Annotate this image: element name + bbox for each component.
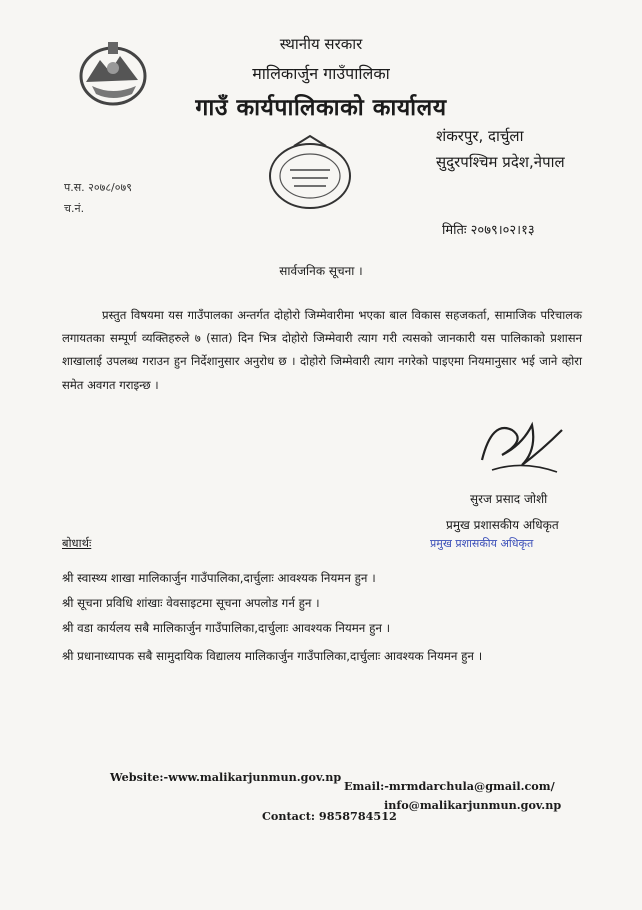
- cc-item: श्री प्रधानाध्यापक सबै सामुदायिक विद्यालय मालिकार्जुन गाउँपालिका,दार्चुलाः आवश्यक नियमन हुन ।: [62, 649, 483, 663]
- signature-icon: [472, 410, 572, 480]
- notice-body: प्रस्तुत विषयमा यस गाउँपालका अन्तर्गत दोहोरो जिम्मेवारीमा भएका बाल विकास सहजकर्ता, सामाजिक परिचालक लगायतका सम्पूर्ण व्यक्तिहरुले ७ (सात) दिन भित्र दोहोरो जिम्मेवारी त्याग गरी त्यसको जानकारी यस पालिकाको प्रशासन शाखालाई उपलब्ध गराउन हुन निर्देशानुसार अनुरोध छ । दोहोरो जिम्मेवारी त्याग नगरेको पाइएमा नियमानुसार भई जाने व्होरा समेत अवगत गराइन्छ ।: [62, 308, 582, 392]
- header-line2: मालिकार्जुन गाउँपालिका: [252, 64, 390, 83]
- cc-item: श्री सूचना प्रविधि शांखाः वेवसाइटमा सूचना अपलोड गर्न हुन ।: [62, 596, 320, 610]
- signatory-name: सुरज प्रसाद जोशी: [470, 492, 548, 506]
- dispatch-number: च.नं.: [64, 202, 85, 215]
- address-line1: शंकरपुर, दार्चुला: [436, 127, 524, 145]
- footer-contact: Contact: 9858784512: [262, 809, 397, 823]
- office-stamp-icon: [264, 132, 356, 214]
- cc-heading: बोधार्थः: [62, 536, 92, 550]
- header-line1: स्थानीय सरकार: [279, 35, 363, 53]
- signatory-designation: प्रमुख प्रशासकीय अधिकृत: [446, 518, 559, 532]
- cc-item: श्री स्वास्थ्य शाखा मालिकार्जुन गाउँपालिका,दार्चुलाः आवश्यक नियमन हुन ।: [62, 571, 376, 585]
- designation-stamp: प्रमुख प्रशासकीय अधिकृत: [430, 537, 534, 550]
- letter-date: मितिः २०७९।०२।१३: [442, 223, 535, 238]
- address-line2: सुदुरपश्चिम प्रदेश,नेपाल: [436, 153, 565, 171]
- cc-item: श्री वडा कार्यलय सबै मालिकार्जुन गाउँपालिका,दार्चुलाः आवश्यक नियमन हुन ।: [62, 621, 391, 635]
- reference-number: प.स. २०७८/०७९: [64, 181, 132, 194]
- footer-website: Website:-www.malikarjunmun.gov.np: [110, 770, 342, 784]
- footer-email: Email:-mrmdarchula@gmail.com/: [344, 779, 555, 793]
- office-title: गाउँ कार्यपालिकाको कार्यालय: [195, 95, 447, 121]
- footer-email-alt: info@malikarjunmun.gov.np: [384, 798, 562, 812]
- subject-heading: सार्वजनिक सूचना ।: [279, 264, 363, 278]
